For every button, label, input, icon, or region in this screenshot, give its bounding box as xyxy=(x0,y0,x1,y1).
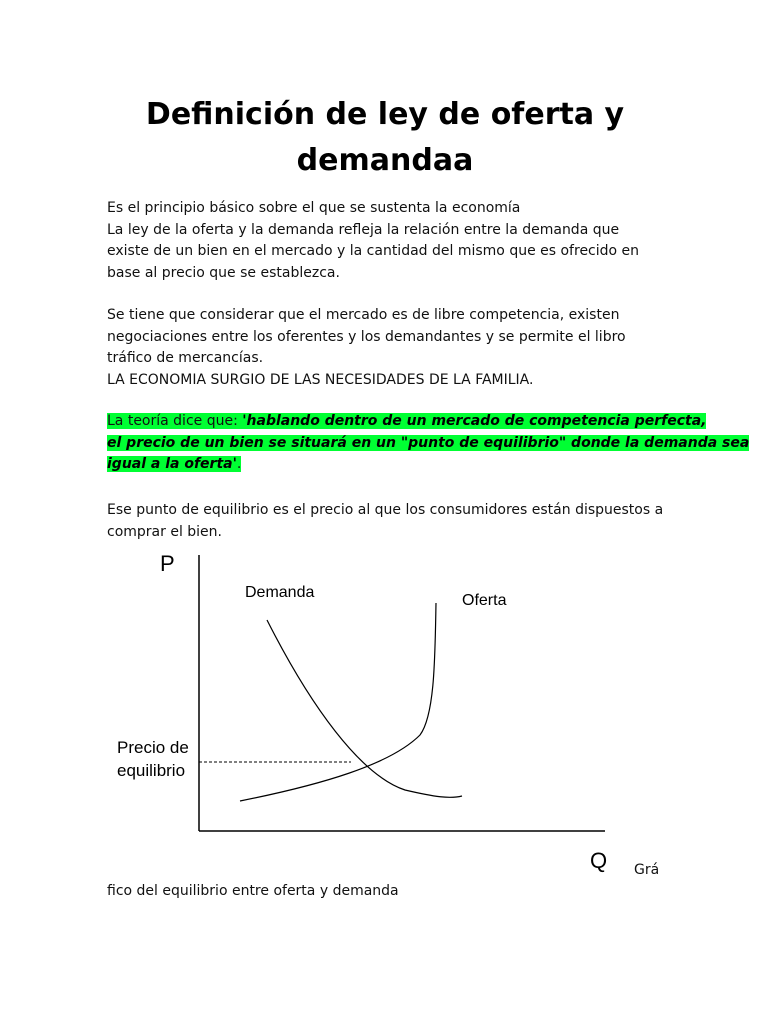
text-line: negociaciones entre los oferentes y los demandantes y se permite el libro xyxy=(107,328,626,345)
text-line: LA ECONOMIA SURGIO DE LAS NECESIDADES DE LA FAMILIA. xyxy=(107,371,534,388)
caption-fragment: Grá xyxy=(634,862,660,878)
paragraph-theory-highlight xyxy=(107,411,750,476)
page-title xyxy=(120,92,650,184)
highlight-line-3 xyxy=(107,454,667,476)
theory-intro: La teoría dice que: xyxy=(107,413,243,429)
supply-curve xyxy=(240,603,436,801)
highlight-line-1 xyxy=(107,411,707,433)
text-line: Es el principio básico sobre el que se sustenta la economía xyxy=(107,200,521,216)
theory-quote-2: el precio de un bien se situará en un "punto de equilibrio" donde la demanda sea xyxy=(107,434,750,451)
series-label-oferta: Oferta xyxy=(462,592,507,609)
paragraph-principle xyxy=(107,198,667,284)
chart-caption: fico del equilibrio entre oferta y demanda xyxy=(107,883,399,899)
title-line-2: demandaa xyxy=(296,143,474,178)
title-line-1: Definición de ley de oferta y xyxy=(145,97,625,132)
supply-demand-chart xyxy=(100,545,620,885)
theory-quote-3: igual a la oferta' xyxy=(107,456,237,472)
text-line: comprar el bien. xyxy=(107,523,222,540)
y-axis-label: P xyxy=(160,551,175,576)
x-axis-label: Q xyxy=(590,848,608,873)
highlight-line-2 xyxy=(107,433,750,455)
paragraph-market xyxy=(107,305,667,391)
demand-curve xyxy=(267,620,462,797)
text-line: existe de un bien en el mercado y la cantidad del mismo que es ofrecido en xyxy=(107,243,640,259)
text-line: base al precio que se establezca. xyxy=(107,264,340,281)
paragraph-equilibrium xyxy=(107,500,667,543)
equilibrium-label-line-1: Precio de xyxy=(117,738,189,757)
equilibrium-label-line-2: equilibrio xyxy=(117,761,186,780)
text-line: Ese punto de equilibrio es el precio al que los consumidores están dispuestos a xyxy=(107,502,664,518)
text-line: Se tiene que considerar que el mercado es de libre competencia, existen xyxy=(107,307,620,323)
theory-quote-1: 'hablando dentro de un mercado de competencia perfecta, xyxy=(242,413,707,429)
text-line: La ley de la oferta y la demanda refleja la relación entre la demanda que xyxy=(107,221,620,238)
text-line: tráfico de mercancías. xyxy=(107,350,264,366)
series-label-demanda: Demanda xyxy=(245,584,315,601)
theory-end: . xyxy=(236,456,242,472)
